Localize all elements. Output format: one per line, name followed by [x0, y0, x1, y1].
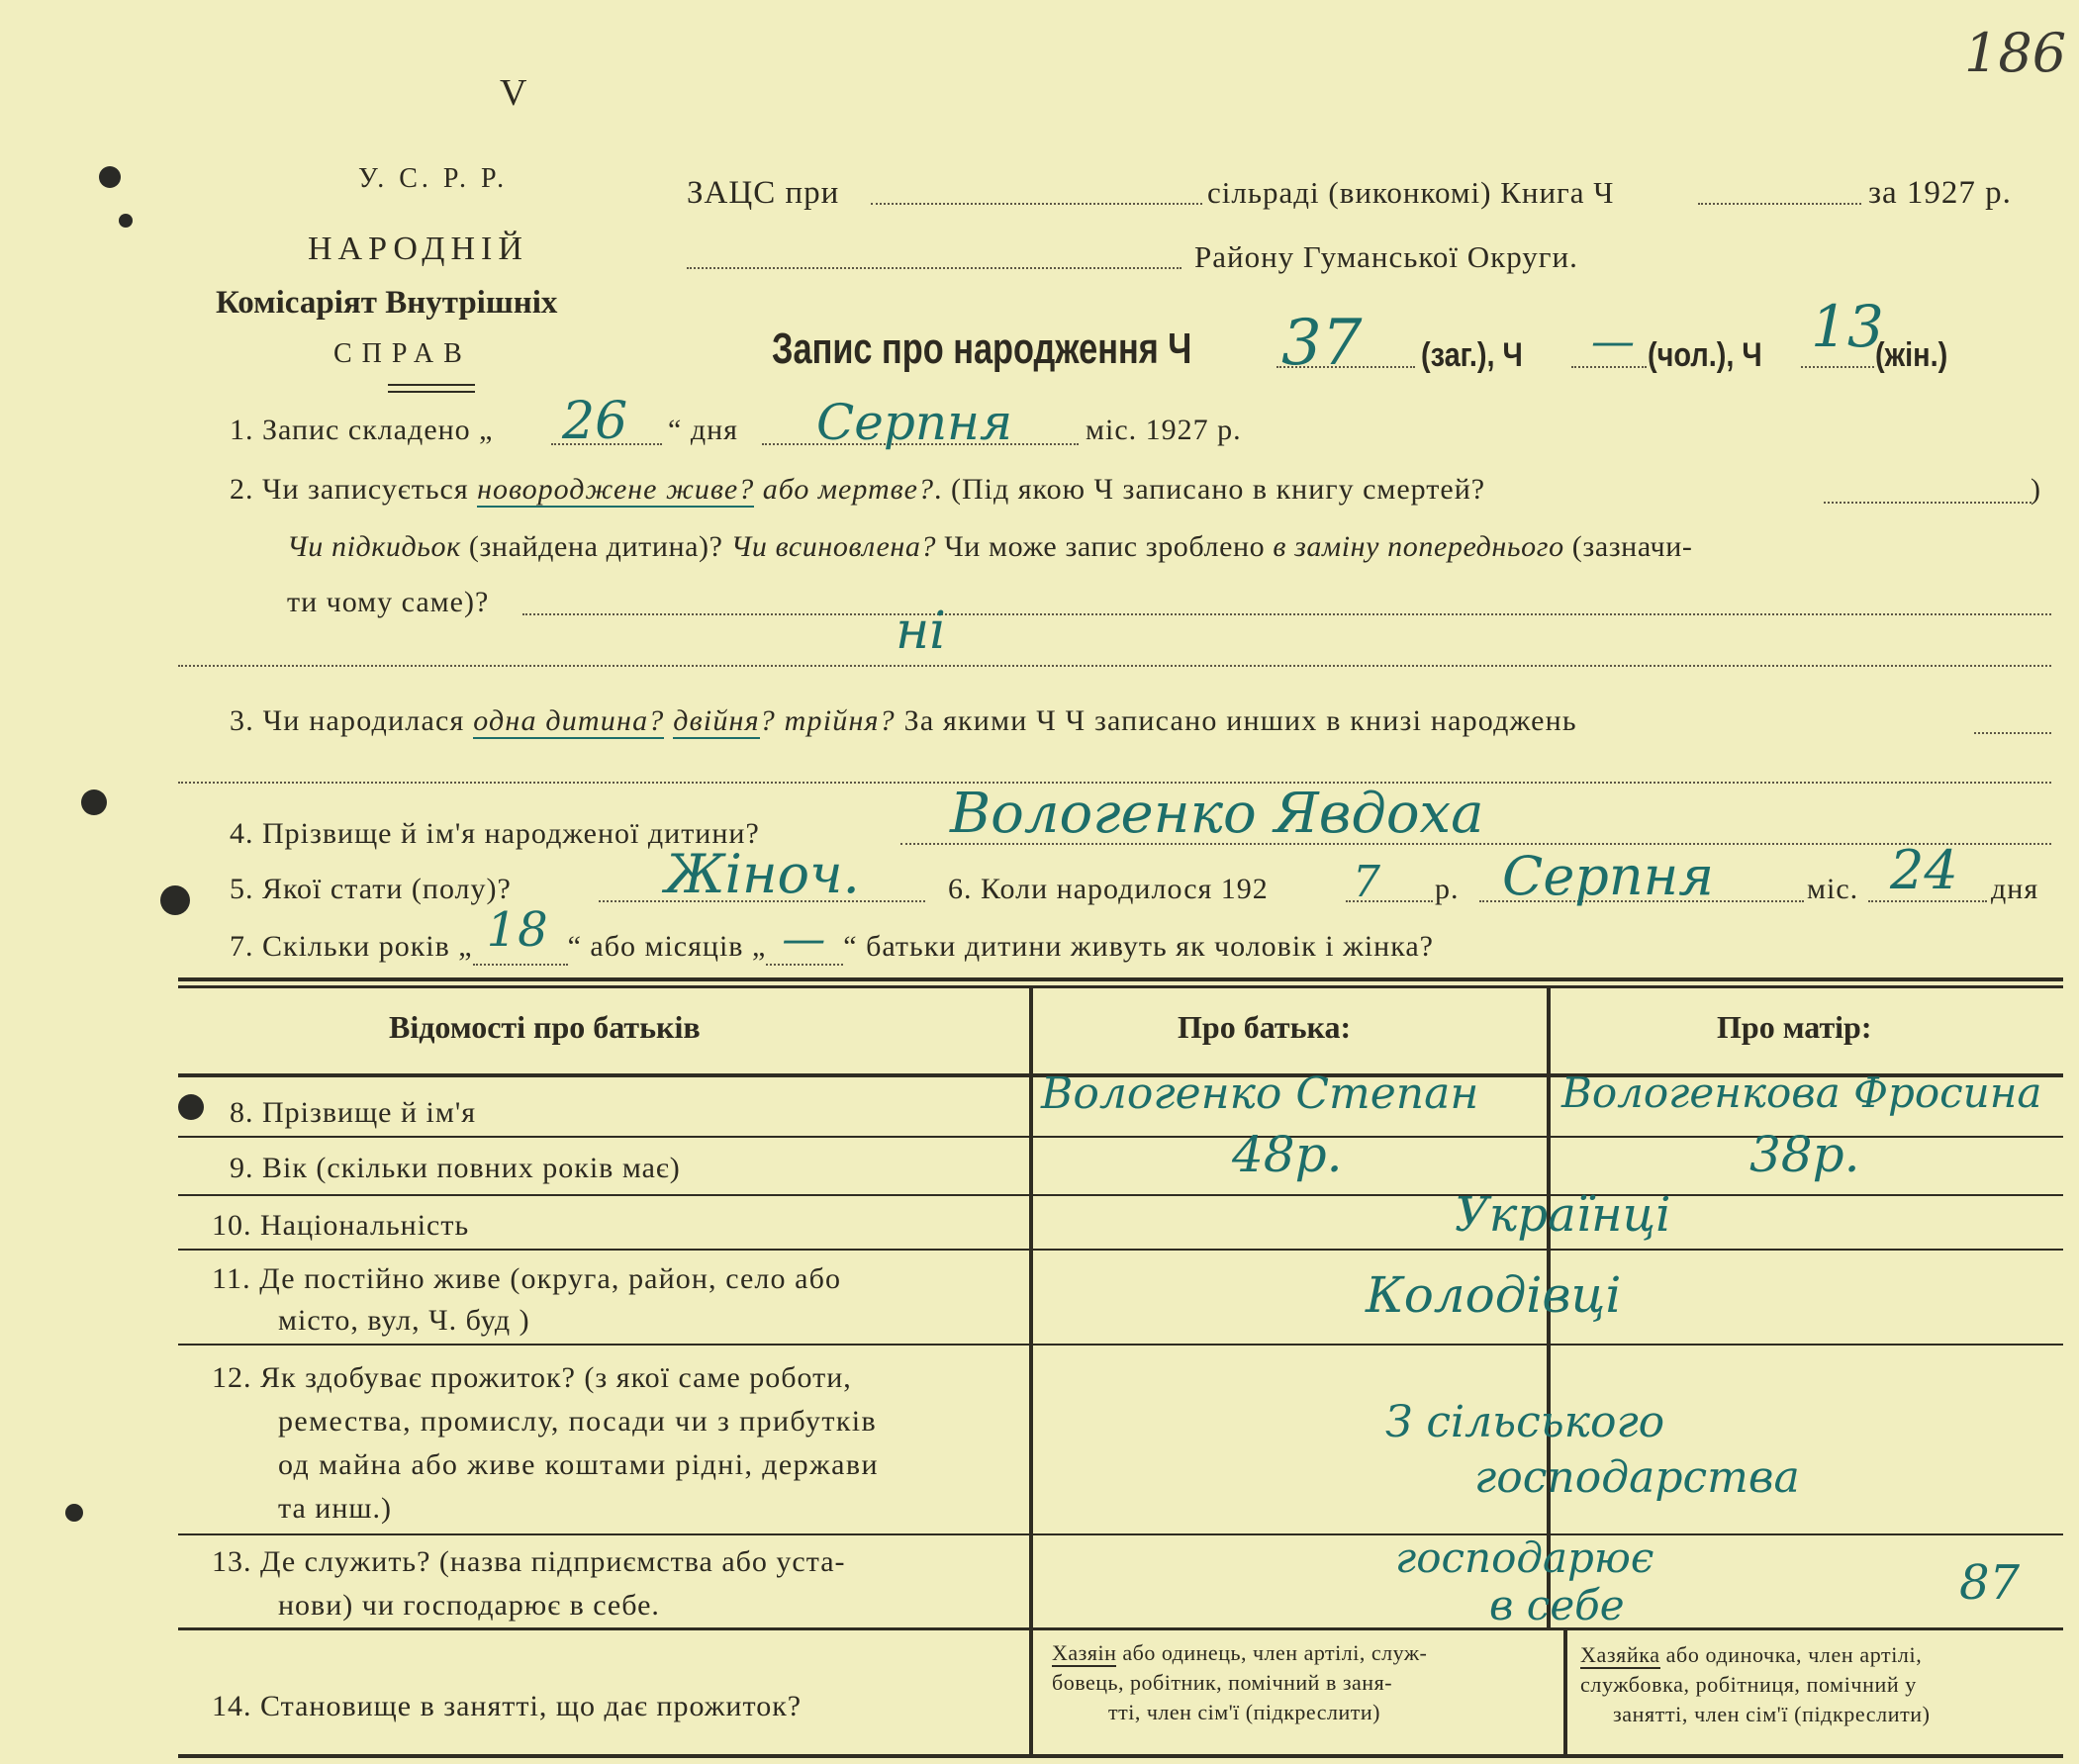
- q6-r: р.: [1435, 873, 1460, 905]
- row14-father-line-3: тті, член сім'ї (підкреслити): [1108, 1700, 1380, 1724]
- row12-label-4: та инш.): [278, 1492, 392, 1525]
- row14-label: 14. Становище в занятті, що дає прожиток?: [212, 1690, 803, 1722]
- record-male-label: (чол.), Ч: [1648, 336, 1762, 374]
- q3-text: 3. Чи народилася: [230, 704, 474, 737]
- row8-mother-handwritten: Вологенкова Фросина: [1561, 1068, 2042, 1117]
- row12-label-2: ремества, промислу, посади чи з прибутків: [278, 1405, 878, 1438]
- table-row-rule: [178, 1344, 2063, 1346]
- zags-prefix: ЗАЦС при: [687, 175, 840, 211]
- row9-label: 9. Вік (скільки повних років має): [230, 1152, 681, 1184]
- row14-father-text: або одинець, член артілі, служ-: [1116, 1640, 1428, 1665]
- q2-line3: ти чому саме)?: [287, 586, 490, 618]
- row11-label-2: місто, вул, Ч. буд ): [278, 1304, 530, 1337]
- page-number: 186: [1964, 22, 2067, 84]
- q3-twins: двійня: [673, 704, 760, 737]
- q2-text: 2. Чи записується: [230, 473, 478, 506]
- row9-father-handwritten: 48р.: [1232, 1126, 1343, 1183]
- q5-label: 5. Якої стати (полу)?: [230, 873, 512, 905]
- row11-both-handwritten: Колодівці: [1366, 1266, 1622, 1324]
- row14-mother-underlined: Хазяйка: [1580, 1642, 1660, 1667]
- dotted-field: [1698, 203, 1861, 205]
- row13-both-handwritten-1: господарює: [1395, 1533, 1654, 1582]
- q2-text: . (Під якою Ч записано в книгу смертей?: [933, 473, 1486, 506]
- male-count-handwritten: —: [1591, 317, 1635, 367]
- record-number-handwritten: 37: [1281, 307, 1363, 380]
- row10-label: 10. Національність: [212, 1209, 470, 1242]
- header-rule: [388, 384, 475, 386]
- ink-blot: [81, 789, 107, 815]
- row14-mother-line-3: занятті, член сім'ї (підкреслити): [1613, 1702, 1931, 1726]
- corner-mark: V: [500, 72, 527, 114]
- q2-replacement: в заміну попереднього: [1273, 530, 1564, 563]
- q6-month-handwritten: Серпня: [1502, 845, 1714, 907]
- header-affairs: СПРАВ: [333, 338, 472, 369]
- q6-label: 6. Коли народилося 192: [948, 873, 1269, 905]
- table-row-rule: [178, 1627, 2063, 1630]
- table-col-rule: [1029, 985, 1033, 1757]
- ink-blot: [119, 214, 133, 228]
- q5-answer-handwritten: Жіноч.: [665, 843, 860, 905]
- dotted-field: [522, 613, 2051, 615]
- q2-text: Чи може запис зроблено: [936, 530, 1274, 563]
- q1-prefix: 1. Запис складено „: [230, 414, 494, 446]
- q2-stillborn: або мертве?: [754, 473, 934, 506]
- q7-months-field: [766, 914, 843, 966]
- row12-label-3: од майна або живе коштами рідні, держави: [278, 1448, 879, 1481]
- female-count-handwritten: 13: [1811, 293, 1884, 360]
- q7-line: [230, 902, 1434, 966]
- col-header-info: Відомості про батьків: [389, 1009, 701, 1045]
- dotted-field: [1801, 366, 1874, 368]
- row9-mother-handwritten: 38р.: [1749, 1126, 1860, 1183]
- q7-text: “ батьки дитини живуть як чоловік і жінка?: [843, 930, 1434, 963]
- dotted-field: [1346, 900, 1433, 902]
- row13-side-number: 87: [1959, 1555, 2021, 1611]
- district: Району Гуманської Округи.: [1194, 239, 1578, 274]
- ink-blot: [178, 1094, 204, 1120]
- header-people: НАРОДНІЙ: [308, 231, 528, 267]
- row14-mother-line-1: [1580, 1642, 1922, 1668]
- row14-mother-line-2: службовка, робітниця, помічний у: [1580, 1672, 1917, 1697]
- q7-months-handwritten: —: [782, 914, 827, 965]
- row10-both-handwritten: Українці: [1455, 1187, 1671, 1243]
- q6-mis: міс.: [1807, 873, 1859, 905]
- dotted-field: [687, 267, 1181, 269]
- row8-label: 8. Прізвище й ім'я: [230, 1096, 477, 1129]
- q2-answer-handwritten: ні: [896, 602, 946, 661]
- row11-label-1: 11. Де постійно живе (округа, район, село або: [212, 1262, 842, 1295]
- q1-month-handwritten: Серпня: [816, 394, 1013, 451]
- table-col-rule: [1563, 1630, 1567, 1757]
- ink-blot: [160, 885, 190, 915]
- q4-label: 4. Прізвище й ім'я народженої дитини?: [230, 817, 760, 850]
- dotted-field: [1824, 502, 2032, 504]
- q2-text: (зазначи-: [1563, 530, 1693, 563]
- row12-label-1: 12. Як здобуває прожиток? (з якої саме роботи,: [212, 1361, 852, 1394]
- zags-suffix: за 1927 р.: [1868, 175, 2012, 211]
- q6-year-handwritten: 7: [1353, 857, 1380, 907]
- row13-label-1: 13. Де служить? (назва підприємства або уста-: [212, 1545, 846, 1578]
- row12-both-handwritten-1: З сільського: [1385, 1397, 1665, 1447]
- q6-dnia: дня: [1991, 873, 2039, 905]
- header-commissariat: Комісаріят Внутрішніх: [216, 285, 558, 321]
- row14-father-underlined: Хазяін: [1052, 1640, 1117, 1665]
- dotted-field: [871, 203, 1202, 205]
- row12-both-handwritten-2: господарства: [1474, 1452, 1800, 1503]
- ink-blot: [99, 166, 121, 188]
- q3-text: ?: [759, 704, 785, 737]
- q1-suffix: міс. 1927 р.: [1086, 414, 1242, 446]
- record-gen-label: (заг.), Ч: [1421, 336, 1523, 374]
- col-header-father: Про батька:: [1178, 1009, 1352, 1045]
- row14-father-line-2: бовець, робітник, помічний в заня-: [1052, 1670, 1393, 1695]
- q7-years-field: [473, 902, 568, 966]
- q3-line: [230, 704, 1577, 738]
- table-row-rule: [178, 1194, 2063, 1196]
- record-title: Запис про народження Ч: [772, 325, 1192, 373]
- header-rule: [388, 391, 475, 393]
- row14-mother-text: або одиночка, член артілі,: [1659, 1642, 1923, 1667]
- row13-label-2: нови) чи господарює в себе.: [278, 1589, 660, 1622]
- q2-paren: ): [2031, 473, 2041, 506]
- dotted-field: [178, 665, 2051, 667]
- q2-line1: [230, 473, 1485, 507]
- table-row-rule: [178, 1533, 2063, 1535]
- row13-both-handwritten-2: в себе: [1489, 1581, 1625, 1629]
- q2-line2: [287, 530, 1692, 564]
- table-top-rule: [178, 985, 2063, 988]
- q7-text: “ або місяців „: [567, 930, 767, 963]
- dotted-field: [1974, 732, 2051, 734]
- q3-text: [664, 704, 673, 737]
- record-female-label: (жін.): [1875, 336, 1948, 374]
- header-ussr: У. С. Р. Р.: [358, 163, 509, 194]
- q2-underlined-alive: новороджене живе?: [477, 473, 755, 506]
- q2-adopted: Чи всиновлена?: [730, 530, 937, 563]
- q1-mid: “ дня: [668, 414, 738, 446]
- q7-years-handwritten: 18: [486, 902, 549, 958]
- row8-father-handwritten: Вологенко Степан: [1041, 1068, 1479, 1119]
- q3-triplets: трійня?: [784, 704, 896, 737]
- q6-day-handwritten: 24: [1890, 839, 1958, 901]
- table-top-rule: [178, 977, 2063, 981]
- q2-foundling: Чи підкидьок: [287, 530, 461, 563]
- q3-text: За якими Ч Ч записано инших в книзі народжень: [895, 704, 1577, 737]
- q3-single: одна дитина?: [473, 704, 665, 737]
- ink-blot: [65, 1504, 83, 1522]
- row14-father-line-1: [1052, 1640, 1427, 1666]
- q7-text: 7. Скільки років „: [230, 930, 473, 963]
- col-header-mother: Про матір:: [1717, 1009, 1872, 1045]
- q4-answer-handwritten: Вологенко Явдоха: [950, 782, 1484, 846]
- table-row-rule: [178, 1249, 2063, 1251]
- q1-day-handwritten: 26: [562, 392, 628, 451]
- table-bottom-rule: [178, 1754, 2063, 1758]
- q2-text: (знайдена дитина)?: [460, 530, 731, 563]
- zags-middle: сільраді (виконкомі) Книга Ч: [1207, 175, 1615, 210]
